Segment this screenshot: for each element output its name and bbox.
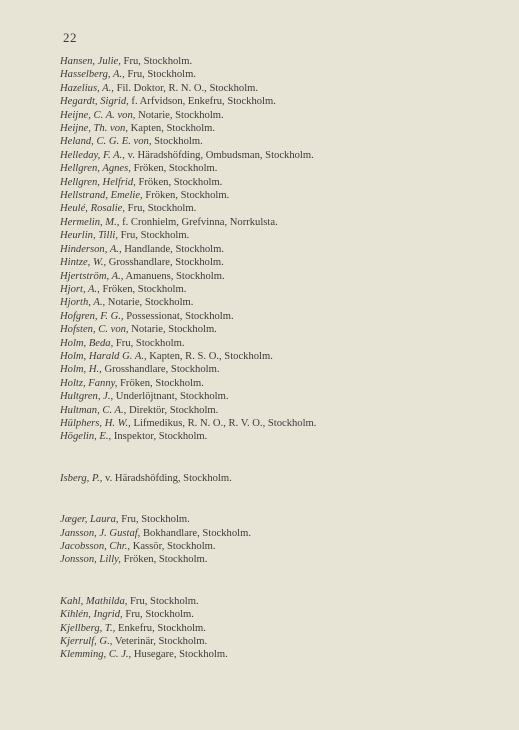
- list-item: [60, 404, 511, 417]
- list-item: [60, 243, 511, 256]
- member-name: Jacobsson, Chr.,: [60, 541, 131, 552]
- member-details: Notarie, Stockholm.: [105, 297, 194, 309]
- member-name: Hultgren, J.,: [60, 391, 114, 403]
- member-name: Hegardt, Sigrid,: [60, 96, 129, 108]
- list-item: [60, 350, 511, 363]
- list-item: [60, 95, 511, 108]
- member-details: Fru, Stockholm.: [124, 69, 196, 81]
- member-details: Fru, Stockholm.: [127, 595, 199, 607]
- list-item: [60, 270, 511, 283]
- member-name: Hultman, C. A.,: [60, 404, 127, 416]
- list-item: [60, 527, 511, 540]
- member-details: f. Cronhielm, Grefvinna, Norrkulsta.: [119, 216, 278, 228]
- list-item: [60, 323, 511, 336]
- member-name: Heurlin, Tilli,: [60, 230, 118, 242]
- member-name: Hjort, A.,: [60, 283, 100, 295]
- member-details: Kassör, Stockholm.: [130, 541, 216, 552]
- member-name: Hülphers, H. W.,: [60, 417, 131, 429]
- member-details: v. Häradshöfding, Stockholm.: [102, 472, 232, 484]
- member-details: v. Häradshöfding, Ombudsman, Stockholm.: [124, 149, 314, 161]
- member-name: Heland, C. G. E. von,: [60, 136, 152, 148]
- member-details: Grosshandlare, Stockholm.: [106, 257, 224, 269]
- list-item: [60, 162, 511, 175]
- member-details: Fru, Stockholm.: [118, 514, 190, 526]
- member-details: Grosshandlare, Stockholm.: [101, 364, 220, 376]
- member-name: Kihlén, Ingrid,: [60, 609, 123, 621]
- list-item: [60, 283, 511, 296]
- list-item: [60, 608, 511, 621]
- list-item: [60, 202, 511, 215]
- member-name: Helleday, F. A.,: [60, 149, 125, 161]
- list-item: [60, 648, 511, 661]
- list-item: [60, 135, 511, 148]
- member-details: Notarie, Stockholm.: [128, 324, 217, 336]
- member-details: Fru, Stockholm.: [120, 56, 193, 67]
- letter-group: [60, 472, 511, 485]
- list-item: [60, 540, 511, 553]
- member-name: Kjellberg, T.,: [60, 622, 116, 634]
- member-name: Hinderson, A.,: [60, 243, 122, 255]
- list-item: [60, 229, 511, 242]
- member-name: Heulé, Rosalie,: [60, 203, 126, 215]
- member-details: Veterinär, Stockholm.: [112, 636, 208, 648]
- member-name: Hansen, Julie,: [60, 56, 121, 67]
- member-name: Klemming, C. J.,: [60, 649, 132, 661]
- letter-group: [60, 595, 511, 662]
- list-item: [60, 363, 511, 376]
- member-name: Heijne, Th. von,: [60, 123, 128, 135]
- member-details: Fröken, Stockholm.: [142, 190, 230, 202]
- member-details: Handlande, Stockholm.: [121, 243, 224, 255]
- list-item: [60, 176, 511, 189]
- list-item: [60, 256, 511, 269]
- list-item: [60, 553, 511, 566]
- list-item: [60, 122, 511, 135]
- member-name: Holm, H.,: [60, 364, 102, 376]
- member-details: Underlöjtnant, Stockholm.: [113, 391, 229, 403]
- member-details: Kapten, R. S. O., Stockholm.: [146, 350, 273, 362]
- member-details: Possessionat, Stockholm.: [123, 310, 234, 322]
- list-item: [60, 149, 511, 162]
- list-item: [60, 513, 511, 526]
- list-item: [60, 417, 511, 430]
- member-name: Hjertström, A.,: [60, 270, 124, 282]
- member-details: Fru, Stockholm.: [125, 203, 197, 215]
- list-item: [60, 296, 511, 309]
- member-details: Husegare, Stockholm.: [131, 649, 228, 661]
- list-item: [60, 430, 511, 443]
- member-name: Hofgren, F. G.,: [60, 310, 124, 322]
- member-details: Fröken, Stockholm.: [135, 176, 223, 188]
- member-details: Enkefru, Stockholm.: [115, 622, 206, 634]
- member-details: Fru, Stockholm.: [117, 230, 190, 242]
- member-name: Hofsten, C. von,: [60, 324, 129, 336]
- member-name: Hermelin, M.,: [60, 216, 120, 228]
- member-details: Kapten, Stockholm.: [127, 123, 216, 135]
- member-details: Inspektor, Stockholm.: [111, 431, 208, 443]
- member-details: f. Arfvidson, Enkefru, Stockholm.: [128, 96, 276, 108]
- member-details: Fil. Doktor, R. N. O., Stockholm.: [113, 82, 259, 94]
- list-item: [60, 635, 511, 648]
- list-item: [60, 377, 511, 390]
- member-details: Fröken, Stockholm.: [117, 377, 204, 389]
- list-item: [60, 216, 511, 229]
- list-item: [60, 390, 511, 403]
- member-list: [60, 55, 511, 690]
- member-name: Kahl, Mathilda,: [60, 595, 128, 607]
- member-name: Jæger, Laura,: [60, 514, 119, 526]
- member-details: Fru, Stockholm.: [113, 337, 185, 349]
- member-name: Hasselberg, A.,: [60, 69, 125, 81]
- list-item: [60, 472, 511, 485]
- member-name: Hellgren, Helfrid,: [60, 176, 136, 188]
- member-name: Hellgren, Agnes,: [60, 163, 131, 175]
- member-details: Fröken, Stockholm.: [120, 554, 208, 566]
- letter-group: [60, 513, 511, 567]
- member-name: Holm, Harald G. A.,: [60, 350, 147, 362]
- member-details: Direktör, Stockholm.: [126, 404, 219, 416]
- member-name: Hjorth, A.,: [60, 297, 106, 309]
- member-name: Isberg, P.,: [60, 472, 103, 484]
- member-name: Heijne, C. A. von,: [60, 109, 136, 121]
- list-item: [60, 55, 511, 68]
- list-item: [60, 337, 511, 350]
- list-item: [60, 82, 511, 95]
- member-name: Hellstrand, Emelie,: [60, 190, 143, 202]
- member-details: Bokhandlare, Stockholm.: [140, 527, 251, 539]
- member-name: Holm, Beda,: [60, 337, 114, 349]
- member-name: Högelin, E.,: [60, 431, 112, 443]
- member-name: Jonsson, Lilly,: [60, 554, 121, 566]
- member-details: Fröken, Stockholm.: [99, 283, 187, 295]
- list-item: [60, 310, 511, 323]
- list-item: [60, 622, 511, 635]
- member-details: Stockholm.: [151, 136, 203, 148]
- member-name: Jansson, J. Gustaf,: [60, 527, 141, 539]
- list-item: [60, 109, 511, 122]
- list-item: [60, 595, 511, 608]
- member-details: Fru, Stockholm.: [122, 609, 194, 621]
- member-details: Notarie, Stockholm.: [135, 109, 224, 121]
- member-name: Holtz, Fanny,: [60, 377, 118, 389]
- list-item: [60, 189, 511, 202]
- page-number: 22: [63, 30, 77, 45]
- list-item: [60, 68, 511, 81]
- member-details: Amanuens, Stockholm.: [123, 270, 225, 282]
- member-details: Lifmedikus, R. N. O., R. V. O., Stockholm.: [130, 417, 317, 429]
- member-name: Hintze, W.,: [60, 257, 107, 269]
- member-name: Kjerrulf, G.,: [60, 636, 113, 648]
- letter-group: [60, 55, 511, 444]
- member-details: Fröken, Stockholm.: [130, 163, 218, 175]
- member-name: Hazelius, A.,: [60, 82, 114, 94]
